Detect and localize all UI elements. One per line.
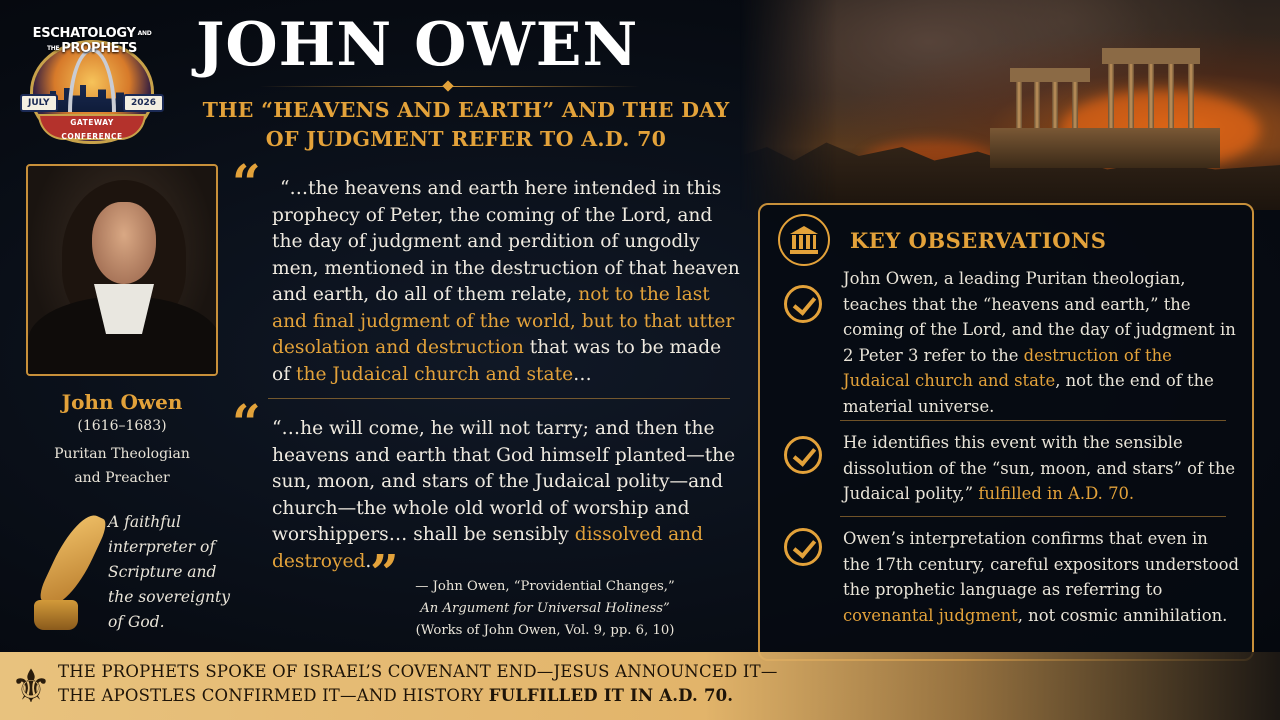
close-quote-icon: ” — [370, 543, 399, 602]
checkmark-icon — [784, 285, 822, 323]
logo-title: ESCHATOLOGY AND THE PROPHETS — [32, 26, 152, 56]
fleur-de-lis-icon: ⚜ — [10, 659, 52, 713]
quote-2-highlight: dissolved and destroyed — [272, 524, 704, 572]
quote-1-highlight-1: not to the last and final judgment of the world, but to that utter desolation and destruction — [272, 284, 735, 358]
profile-name: John Owen — [61, 390, 183, 414]
quote-citation: — John Owen, “Providential Changes,” An Argument for Universal Holiness” (Works of John Owen, Vol. 9, pp. 6, 10) — [415, 579, 675, 638]
page-subtitle: THE “HEAVENS AND EARTH” AND THE DAY OF JUDGMENT REFER TO A.D. 70 — [202, 98, 730, 151]
page-title: JOHN OWEN — [196, 10, 639, 80]
diamond-ornament-icon — [442, 80, 453, 91]
observation-divider — [840, 420, 1226, 421]
observation-3: Owen’s interpretation confirms that even in the 17th century, careful expositors understood the prophetic language as referring to covenantal judgment, not cosmic annihilation. — [843, 529, 1239, 625]
john-owen-portrait — [26, 164, 218, 376]
quote-1: “…the heavens and earth here intended in this prophecy of Peter, the coming of the Lord, and the day of judgment and perdition of ungodly men, mentioned in the destruction of that heaven and earth, do all of them relate, not to the last and final judgment of the world, but to that utter desolation and destruction that was to be made of the Judaical church and state… — [272, 178, 740, 385]
observation-1: John Owen, a leading Puritan theologian, teaches that the “heavens and earth,” the coming of the Lord, and the day of judgment in 2 Peter 3 refer to the destruction of the Judaical church and state, not the end of the material universe. — [843, 269, 1236, 416]
banner-text: THE PROPHETS SPOKE OF ISRAEL’S COVENANT END—JESUS ANNOUNCED IT— THE APOSTLES CONFIRMED IT—AND HISTORY FULFILLED IT IN A.D. 70. — [58, 662, 778, 705]
quote-2: “…he will come, he will not tarry; and then the heavens and earth that God himself planted—the sun, moon, and stars of the Judaical polity—and church—the whole old world of worship and worshippers… shall be sensibly dissolved and destroyed. — [272, 418, 736, 572]
checkmark-icon — [784, 528, 822, 566]
temple-icon — [778, 214, 830, 266]
profile-tagline: A faithful interpreter of Scripture and the sovereignty of God. — [108, 513, 230, 631]
open-quote-icon: “ — [232, 153, 261, 212]
key-observations-title: KEY OBSERVATIONS — [850, 228, 1107, 253]
quote-divider — [268, 398, 730, 399]
quote-1-highlight-2: the Judaical church and state — [296, 363, 574, 385]
logo-year: 2026 — [123, 94, 164, 112]
logo-month: JULY — [20, 94, 58, 112]
observation-divider — [840, 516, 1226, 517]
logo-ribbon: GATEWAY CONFERENCE — [38, 114, 146, 140]
burning-temple-image — [740, 0, 1280, 210]
profile-role: Puritan Theologian and Preacher — [54, 446, 190, 486]
checkmark-icon — [784, 436, 822, 474]
profile-dates: (1616–1683) — [77, 418, 167, 434]
conference-logo — [12, 22, 172, 144]
observation-2: He identifies this event with the sensible dissolution of the “sun, moon, and stars” of the Judaical polity,” fulfilled in A.D. 70. — [843, 433, 1236, 503]
open-quote-icon: “ — [232, 393, 261, 452]
quill-inkwell-icon — [26, 510, 106, 636]
